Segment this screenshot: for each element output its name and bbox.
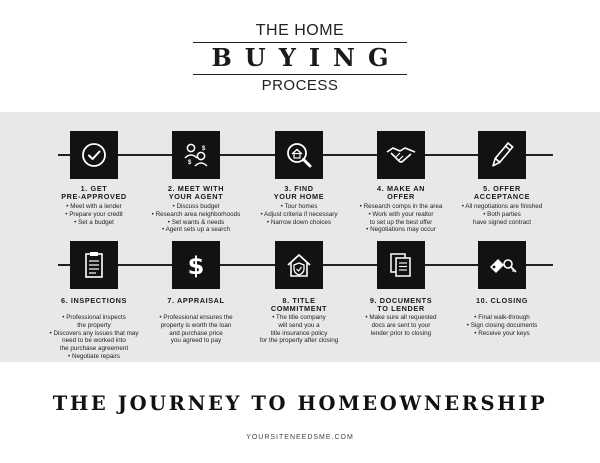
bullet: • The title company bbox=[272, 314, 326, 321]
step-8-title bbox=[244, 297, 354, 313]
documents-icon bbox=[377, 241, 425, 289]
bullet: docs are sent to your bbox=[371, 321, 431, 329]
step-8-title-line: COMMITMENT bbox=[270, 304, 328, 313]
bullet: • Negotiate repairs bbox=[68, 352, 120, 360]
step-8-bullets bbox=[240, 314, 358, 345]
step-2-title bbox=[141, 185, 251, 201]
step-10-bullets bbox=[443, 314, 561, 337]
step-2-title-line: YOUR AGENT bbox=[168, 192, 224, 201]
step-6-bullets bbox=[35, 314, 153, 361]
step-1-tile bbox=[70, 131, 118, 179]
step-5-title-line: 5. OFFER bbox=[483, 184, 521, 193]
svg-text:$: $ bbox=[202, 146, 206, 152]
step-2-tile bbox=[172, 131, 220, 179]
bullet: title insurance policy bbox=[270, 329, 328, 337]
bullet: • Work with your realtor bbox=[368, 210, 434, 218]
bullet: • Final walk-through bbox=[474, 314, 530, 321]
bullet: • Discuss budget bbox=[172, 203, 220, 210]
step-3-bullets bbox=[240, 203, 358, 226]
footer-title: THE JOURNEY TO HOMEOWNERSHIP bbox=[52, 392, 548, 415]
bullet: and purchase price bbox=[169, 329, 223, 337]
step-3-tile bbox=[275, 131, 323, 179]
bullet: • Meet with a lender bbox=[66, 203, 122, 210]
step-1-title bbox=[39, 185, 149, 201]
bullet: • Discovers any issues that may bbox=[49, 329, 139, 337]
header-line-3: PROCESS bbox=[261, 77, 339, 94]
pen-icon bbox=[478, 131, 526, 179]
step-7-tile bbox=[172, 241, 220, 289]
keys-icon bbox=[478, 241, 526, 289]
bullet: • All negotiations are finished bbox=[461, 203, 543, 210]
step-9-title bbox=[346, 297, 456, 313]
bullet: lender prior to closing bbox=[370, 329, 432, 337]
step-6-tile bbox=[70, 241, 118, 289]
step-7-title-line: 7. APPRAISAL bbox=[167, 296, 225, 305]
bullet: • Tour homes bbox=[280, 203, 318, 210]
step-7-title bbox=[141, 297, 251, 305]
clipboard-icon bbox=[70, 241, 118, 289]
bullet: will send you a bbox=[278, 321, 320, 329]
bullet: • Negotiations may occur bbox=[366, 226, 436, 234]
bullet: • Receive your keys bbox=[474, 329, 530, 337]
step-10-title-line: 10. CLOSING bbox=[475, 296, 528, 305]
step-10-tile bbox=[478, 241, 526, 289]
bullet: • Narrow down choices bbox=[266, 218, 332, 226]
step-1-title-line: PRE-APPROVED bbox=[61, 192, 127, 201]
step-4-title-line: OFFER bbox=[387, 192, 415, 201]
house-search-icon bbox=[275, 131, 323, 179]
bullet: you agreed to pay bbox=[170, 337, 222, 345]
step-6-title bbox=[39, 297, 149, 305]
bullet: the property bbox=[77, 321, 111, 329]
bullet: to set up the best offer bbox=[369, 218, 433, 226]
checkmark-icon bbox=[70, 131, 118, 179]
bullet: • Set wants & needs bbox=[167, 218, 225, 226]
step-3-title-line: 3. FIND bbox=[284, 184, 314, 193]
step-9-title-line: TO LENDER bbox=[377, 304, 425, 313]
step-3-title bbox=[244, 185, 354, 201]
bullet: • Research area neighborhoods bbox=[151, 210, 241, 218]
bullet: • Research comps in the area bbox=[359, 203, 443, 210]
people-icon bbox=[172, 131, 220, 179]
bullet: • Professional ensures the bbox=[159, 314, 233, 321]
house-shield-icon bbox=[275, 241, 323, 289]
bullet: have signed contract bbox=[472, 218, 532, 226]
step-9-title-line: 9. DOCUMENTS bbox=[369, 296, 433, 305]
header-line-1: THE HOME bbox=[255, 22, 345, 39]
bullet: • Agent sets up a search bbox=[161, 226, 230, 234]
step-3-title-line: YOUR HOME bbox=[273, 192, 325, 201]
bullet: • Make sure all requested bbox=[365, 314, 437, 321]
bullet: the purchase agreement bbox=[59, 345, 129, 353]
step-9-tile bbox=[377, 241, 425, 289]
step-8-title-line: 8. TITLE bbox=[282, 296, 316, 305]
step-5-tile bbox=[478, 131, 526, 179]
bullet: • Both parties bbox=[483, 210, 521, 218]
step-4-title-line: 4. MAKE AN bbox=[377, 184, 425, 193]
step-10-title bbox=[447, 297, 557, 305]
svg-text:$: $ bbox=[188, 160, 192, 166]
bullet: • Adjust criteria if necessary bbox=[260, 210, 338, 218]
handshake-icon bbox=[377, 131, 425, 179]
step-7-bullets bbox=[137, 314, 255, 345]
dollar-icon bbox=[172, 241, 220, 289]
step-1-title-line: 1. GET bbox=[80, 184, 108, 193]
svg-text:$: $ bbox=[187, 252, 205, 280]
step-6-title-line: 6. INSPECTIONS bbox=[61, 296, 127, 305]
bullet: • Prepare your credit bbox=[65, 210, 123, 218]
step-2-bullets bbox=[137, 203, 255, 234]
step-5-title bbox=[447, 185, 557, 201]
bullet: • Sign closing documents bbox=[466, 321, 538, 329]
header-rule-bottom bbox=[193, 74, 407, 75]
step-5-bullets bbox=[443, 203, 561, 226]
step-4-title bbox=[346, 185, 456, 201]
bullet: • Set a budget bbox=[74, 218, 114, 226]
step-1-bullets bbox=[35, 203, 153, 226]
header-line-2: BUYING bbox=[211, 43, 402, 72]
bullet: for the property after closing bbox=[259, 337, 339, 345]
step-8-tile bbox=[275, 241, 323, 289]
website-link[interactable]: YOURSITENEEDSME.COM bbox=[246, 434, 354, 441]
bullet: • Professional inspects bbox=[62, 314, 126, 321]
step-4-tile bbox=[377, 131, 425, 179]
step-2-title-line: 2. MEET WITH bbox=[167, 184, 225, 193]
bullet: need to be worked into bbox=[62, 337, 126, 345]
bullet: property is worth the loan bbox=[160, 321, 232, 329]
step-5-title-line: ACCEPTANCE bbox=[473, 192, 531, 201]
